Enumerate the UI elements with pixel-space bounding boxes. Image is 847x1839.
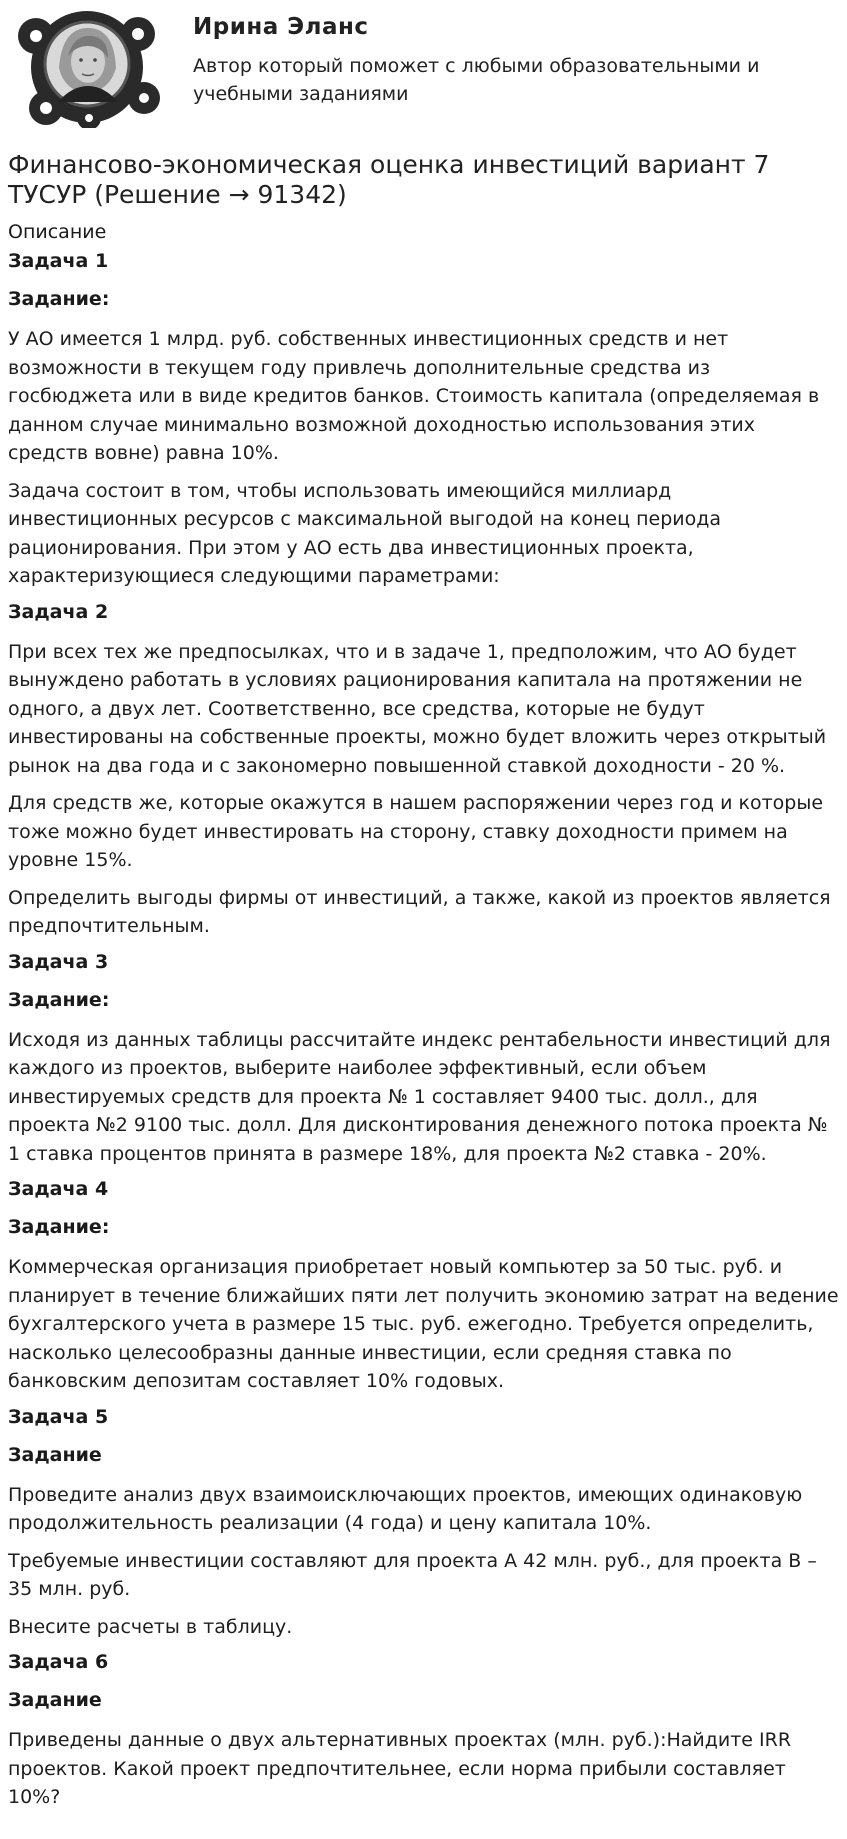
task-heading: Задача 3 <box>8 950 109 973</box>
task-paragraph: Приведены данные о двух альтернативных проектах (млн. руб.):Найдите IRR проектов. Какой проект предпочтительнее, если норма прибыли составляет 10%? <box>8 1729 792 1808</box>
task-4 <box>8 1177 839 1396</box>
author-name[interactable]: Ирина Эланс <box>193 14 369 40</box>
task-heading: Задача 4 <box>8 1178 109 1200</box>
task-3 <box>8 950 839 1169</box>
task-heading: Задача 2 <box>8 600 109 623</box>
task-subheading: Задание <box>8 1443 102 1466</box>
task-paragraph: У АО имеется 1 млрд. руб. собственных инвестиционных средств и нет возможности в текущем году привлечь дополнительные средства из госбюджета или в виде кредитов банков. Стоимость капитала (определяемая в данном случае минимально возможной доходностью использования этих средств вовне) равна 10%. <box>8 328 820 464</box>
task-paragraph: Исходя из данных таблицы рассчитайте индекс рентабельности инвестиций для каждого из проектов, выберите наиболее эффективный, если объем инвестируемых средств для проекта № 1 составляет 9400 тыс. долл., для проекта №2 9100 тыс. долл. Для дисконтирования денежного потока проекта № 1 ставка процентов принята в размере 18%, для проекта №2 ставка - 20%. <box>8 1028 831 1165</box>
author-avatar[interactable] <box>14 6 160 128</box>
task-paragraph: Коммерческая организация приобретает новый компьютер за 50 тыс. руб. и планирует в течение ближайших пяти лет получить экономию затрат на ведение бухгалтерского учета в размере 15 тыс. руб. ежегодно. Требуется определить, насколько целесообразны данные инвестиции, если средняя ставка по банковским депозитам составляет 10% годовых. <box>8 1256 839 1392</box>
task-paragraph: Проведите анализ двух взаимоисключающих проектов, имеющих одинаковую продолжительность реализации (4 года) и цену капитала 10%. <box>8 1483 803 1534</box>
task-subheading: Задание: <box>8 288 110 310</box>
page-title: Финансово-экономическая оценка инвестиций вариант 7 ТУСУР (Решение → 91342) <box>8 150 770 209</box>
task-subheading: Задание <box>8 1689 102 1711</box>
task-paragraph: При всех тех же предпосылках, что и в задаче 1, предположим, что АО будет вынуждено работать в условиях рационирования капитала на протяжении не одного, а двух лет. Соответственно, все средства, которые не будут инвестированы на собственные проекты, можно будет вложить через открытый рынок на два года и с закономерно повышенной ставкой доходности - 20 %. <box>8 640 827 777</box>
author-description: Автор который поможет с любыми образовательными и учебными заданиями <box>193 55 760 105</box>
author-block <box>8 0 839 140</box>
task-1 <box>8 249 839 591</box>
task-paragraph: Для средств же, которые окажутся в нашем распоряжении через год и которые тоже можно будет инвестировать на сторону, ставку доходности примем на уровне 15%. <box>8 792 824 871</box>
task-heading: Задача 6 <box>8 1651 109 1673</box>
task-paragraph: Требуемые инвестиции составляют для проекта А 42 млн. руб., для проекта В – 35 млн. руб. <box>8 1549 817 1600</box>
task-6 <box>8 1650 839 1812</box>
task-paragraph: Определить выгоды фирмы от инвестиций, а также, какой из проектов является предпочтительным. <box>8 886 831 937</box>
task-5 <box>8 1405 839 1642</box>
task-paragraph: Внесите расчеты в таблицу. <box>8 1615 293 1638</box>
task-heading: Задача 5 <box>8 1405 109 1428</box>
task-subheading: Задание: <box>8 988 110 1011</box>
task-2 <box>8 600 839 941</box>
task-paragraph: Задача состоит в том, чтобы использовать имеющийся миллиард инвестиционных ресурсов с максимальной выгодой на конец периода рационирования. При этом у АО есть два инвестиционных проекта, характеризующиеся следующими параметрами: <box>8 479 722 587</box>
task-subheading: Задание: <box>8 1216 110 1238</box>
description-label: Описание <box>8 221 107 243</box>
task-heading: Задача 1 <box>8 250 109 272</box>
